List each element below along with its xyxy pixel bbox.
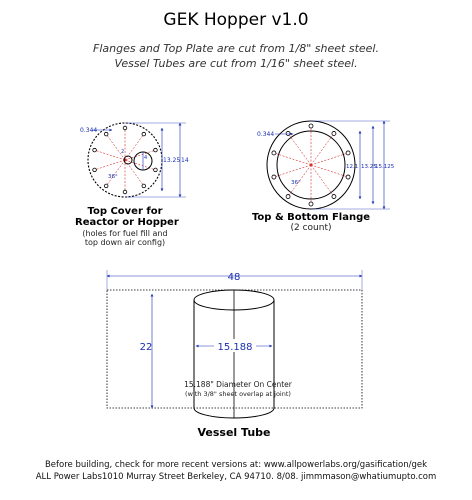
center-line	[311, 135, 333, 165]
vessel-tube-drawing	[107, 270, 362, 418]
flange-dim-hole: 0.344	[257, 131, 275, 138]
bolt-hole	[272, 151, 276, 155]
top-cover-dim-angle: 36°	[108, 174, 118, 180]
top-cover-note-2: top down air config)	[84, 238, 166, 247]
flange-count: (2 count)	[290, 223, 332, 233]
top-cover-dim-hole: 0.344	[80, 127, 98, 134]
bolt-hole	[332, 195, 336, 199]
center-line	[276, 165, 311, 176]
top-cover-label-1: Top Cover for	[87, 206, 163, 217]
top-cover-dim-outer: 14	[181, 157, 189, 164]
bolt-hole	[93, 148, 97, 152]
bolt-hole	[272, 175, 276, 179]
top-cover-dim-small: 2	[121, 149, 125, 155]
subtitle-line-2: Vessel Tubes are cut from 1/16" sheet steel.	[114, 57, 358, 70]
flange-center-lines	[276, 128, 346, 202]
bolt-hole	[286, 195, 290, 199]
bolt-hole	[346, 175, 350, 179]
vessel-diameter-dim: 15.188	[217, 342, 253, 353]
center-line	[311, 165, 333, 195]
bolt-hole	[142, 132, 146, 136]
vessel-note-line-1: 15.188" Diameter On Center	[184, 380, 292, 389]
bolt-hole	[93, 168, 97, 172]
bolt-hole	[286, 131, 290, 135]
center-line	[107, 160, 125, 184]
top-cover-dim-port: 4	[144, 155, 148, 161]
center-line	[96, 160, 125, 169]
bolt-hole	[309, 124, 313, 128]
flange-label: Top & Bottom Flange	[251, 212, 371, 223]
bolt-hole	[332, 131, 336, 135]
flange-dim-outer: 15.125	[375, 164, 395, 170]
center-line	[289, 135, 311, 165]
center-line	[276, 154, 311, 165]
top-cover-label-2: Reactor or Hopper	[75, 217, 179, 228]
bolt-hole	[154, 168, 158, 172]
top-cover-note-1: (holes for fuel fill and	[82, 229, 168, 238]
page-title: GEK Hopper v1.0	[163, 10, 309, 30]
center-line	[107, 136, 125, 160]
vessel-note-line-2: (with 3/8" sheet overlap at joint)	[185, 390, 291, 398]
bolt-hole	[123, 126, 127, 130]
flange-dim-angle: 36°	[291, 180, 301, 186]
footer-line-1: Before building, check for more recent versions at: www.allpowerlabs.org/gasification/gek	[44, 460, 428, 470]
bolt-hole	[309, 202, 313, 206]
bolt-hole	[346, 151, 350, 155]
bolt-hole	[123, 190, 127, 194]
bolt-hole	[154, 148, 158, 152]
center-line	[311, 154, 346, 165]
bolt-hole	[104, 132, 108, 136]
center-line	[311, 165, 346, 176]
vessel-tube-label: Vessel Tube	[197, 426, 271, 439]
subtitle-line-1: Flanges and Top Plate are cut from 1/8" sheet steel.	[93, 42, 379, 55]
bolt-hole	[142, 184, 146, 188]
center-line	[125, 151, 154, 160]
flange-dim-inner: 12.1	[346, 164, 359, 170]
footer-line-2: ALL Power Labs1010 Murray Street Berkeley, CA 94710. 8/08. jimmmason@whatiumupto.com	[35, 472, 437, 482]
top-cover-dim-inner: 13.25	[163, 157, 181, 164]
flange-dim-bolt: 13.25	[361, 164, 377, 170]
bolt-hole	[104, 184, 108, 188]
top-cover-drawing	[80, 123, 189, 197]
flange-drawing	[257, 121, 395, 209]
vessel-height-dim: 22	[139, 342, 153, 353]
vessel-width-dim: 48	[227, 272, 241, 283]
